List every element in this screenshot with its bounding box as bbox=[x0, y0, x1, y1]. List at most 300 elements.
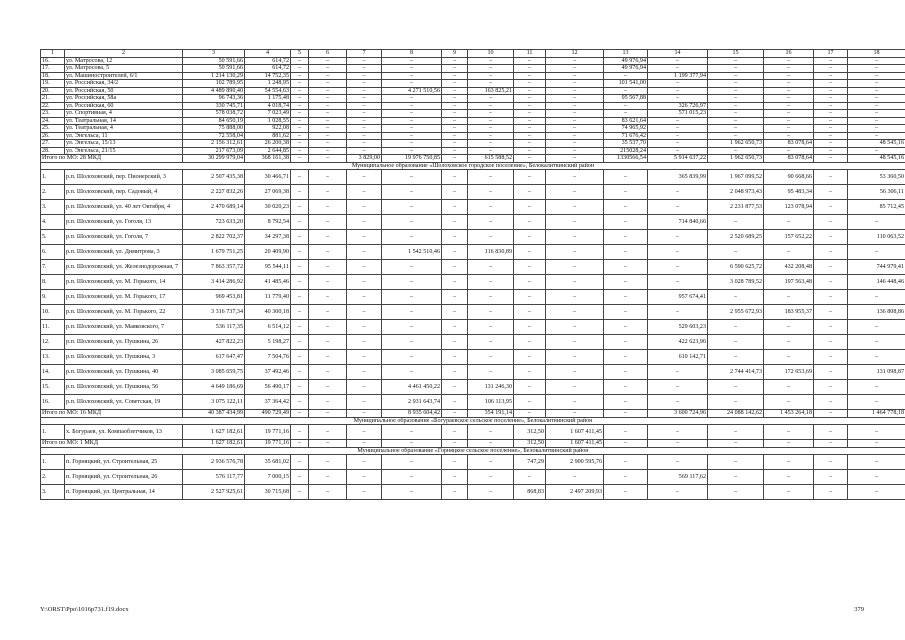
column-number: 7 bbox=[347, 50, 382, 58]
value-cell: 2 744 414,73 bbox=[708, 365, 764, 380]
value-cell: – bbox=[291, 65, 309, 73]
value-cell: 41 485,46 bbox=[245, 275, 291, 290]
value-cell: – bbox=[291, 185, 309, 200]
value-cell: – bbox=[814, 335, 848, 350]
value-cell: – bbox=[291, 350, 309, 365]
value-cell: 427 822,23 bbox=[183, 335, 245, 350]
value-cell: – bbox=[848, 117, 905, 125]
address-cell: ул. Российская, 34/2 bbox=[65, 80, 183, 88]
value-cell: – bbox=[309, 65, 347, 73]
total-value: – bbox=[382, 440, 442, 448]
value-cell: – bbox=[309, 380, 347, 395]
total-label: Итого по МО: 1 МКД bbox=[41, 440, 183, 448]
value-cell: – bbox=[309, 260, 347, 275]
value-cell: 27 069,38 bbox=[245, 185, 291, 200]
value-cell: 37 492,46 bbox=[245, 365, 291, 380]
value-cell: – bbox=[442, 290, 468, 305]
row-number: 16. bbox=[41, 395, 65, 410]
value-cell: – bbox=[848, 132, 905, 140]
column-number: 2 bbox=[65, 50, 183, 58]
value-cell: 617 647,47 bbox=[183, 350, 245, 365]
value-cell: – bbox=[708, 380, 764, 395]
value-cell: – bbox=[442, 200, 468, 215]
value-cell: – bbox=[442, 215, 468, 230]
value-cell: – bbox=[546, 140, 604, 148]
value-cell: – bbox=[382, 57, 442, 65]
value-cell: – bbox=[291, 125, 309, 133]
value-cell: – bbox=[309, 72, 347, 80]
table-row bbox=[41, 87, 905, 95]
value-cell: – bbox=[309, 102, 347, 110]
value-cell: – bbox=[309, 245, 347, 260]
value-cell: – bbox=[347, 215, 382, 230]
value-cell: – bbox=[291, 485, 309, 500]
value-cell: – bbox=[764, 395, 814, 410]
value-cell: – bbox=[514, 185, 546, 200]
value-cell: – bbox=[546, 350, 604, 365]
value-cell: – bbox=[648, 455, 708, 470]
value-cell: 1 607 411,45 bbox=[546, 425, 604, 440]
value-cell: – bbox=[546, 185, 604, 200]
value-cell: – bbox=[309, 335, 347, 350]
value-cell: 30 020,23 bbox=[245, 200, 291, 215]
total-value: 5 914 637,22 bbox=[648, 155, 708, 163]
value-cell: – bbox=[814, 290, 848, 305]
value-cell: 7 000,15 bbox=[245, 470, 291, 485]
value-cell: – bbox=[764, 425, 814, 440]
value-cell: – bbox=[708, 132, 764, 140]
value-cell: – bbox=[468, 110, 514, 118]
value-cell: 578 038,72 bbox=[183, 110, 245, 118]
value-cell: – bbox=[546, 87, 604, 95]
value-cell: – bbox=[309, 425, 347, 440]
total-value: – bbox=[309, 155, 347, 163]
value-cell: – bbox=[309, 455, 347, 470]
value-cell: – bbox=[382, 170, 442, 185]
section-title: Муниципальное образование «Богураевское сельское поселение», Белокалитвинский район bbox=[41, 417, 905, 425]
value-cell: 50 591,66 bbox=[183, 65, 245, 73]
total-value: 1 962 650,73 bbox=[708, 155, 764, 163]
value-cell: – bbox=[604, 290, 648, 305]
table-row bbox=[41, 147, 905, 155]
value-cell: – bbox=[708, 425, 764, 440]
value-cell: – bbox=[708, 95, 764, 103]
value-cell: 2 048 973,43 bbox=[708, 185, 764, 200]
value-cell: – bbox=[604, 485, 648, 500]
value-cell: – bbox=[309, 170, 347, 185]
total-value: 3 600 724,96 bbox=[648, 410, 708, 418]
value-cell: – bbox=[604, 275, 648, 290]
value-cell: 90 668,66 bbox=[764, 170, 814, 185]
row-number: 19. bbox=[41, 80, 65, 88]
total-value: 3 829,00 bbox=[347, 155, 382, 163]
value-cell: – bbox=[291, 132, 309, 140]
column-number: 15 bbox=[708, 50, 764, 58]
value-cell: – bbox=[442, 230, 468, 245]
value-cell: – bbox=[347, 72, 382, 80]
value-cell: – bbox=[291, 380, 309, 395]
value-cell: – bbox=[604, 102, 648, 110]
column-number: 11 bbox=[514, 50, 546, 58]
row-number: 1. bbox=[41, 425, 65, 440]
value-cell: – bbox=[546, 65, 604, 73]
value-cell: – bbox=[442, 275, 468, 290]
address-cell: ул. Матросова, 5 bbox=[65, 65, 183, 73]
value-cell: – bbox=[382, 125, 442, 133]
value-cell: – bbox=[382, 365, 442, 380]
value-cell: – bbox=[382, 185, 442, 200]
value-cell: – bbox=[604, 335, 648, 350]
address-cell: р.п. Шолоховский, ул. 40 лет Октября, 4 bbox=[65, 200, 183, 215]
value-cell: 2 900 595,76 bbox=[546, 455, 604, 470]
total-value: – bbox=[848, 440, 905, 448]
value-cell: – bbox=[764, 350, 814, 365]
value-cell: – bbox=[848, 245, 905, 260]
value-cell: – bbox=[309, 320, 347, 335]
value-cell: 7 863 357,72 bbox=[183, 260, 245, 275]
value-cell: – bbox=[848, 485, 905, 500]
value-cell: 106 113,95 bbox=[468, 395, 514, 410]
value-cell: – bbox=[514, 395, 546, 410]
value-cell: – bbox=[814, 57, 848, 65]
value-cell: 131 246,30 bbox=[468, 380, 514, 395]
value-cell: – bbox=[442, 455, 468, 470]
total-value: 1 627 182,61 bbox=[183, 440, 245, 448]
value-cell: – bbox=[442, 57, 468, 65]
value-cell: – bbox=[604, 425, 648, 440]
value-cell: – bbox=[848, 65, 905, 73]
value-cell: 2 227 832,26 bbox=[183, 185, 245, 200]
total-value: 19 771,16 bbox=[245, 440, 291, 448]
value-cell: 54 554,63 bbox=[245, 87, 291, 95]
value-cell: – bbox=[708, 117, 764, 125]
value-cell: 1 962 650,73 bbox=[708, 140, 764, 148]
value-cell: 30 715,68 bbox=[245, 485, 291, 500]
value-cell: – bbox=[708, 470, 764, 485]
value-cell: – bbox=[309, 80, 347, 88]
value-cell: – bbox=[347, 200, 382, 215]
value-cell: – bbox=[347, 260, 382, 275]
value-cell: – bbox=[442, 380, 468, 395]
total-value: – bbox=[291, 440, 309, 448]
address-cell: ул. Российская, 60 bbox=[65, 102, 183, 110]
value-cell: – bbox=[442, 132, 468, 140]
column-number: 9 bbox=[442, 50, 468, 58]
value-cell: – bbox=[291, 455, 309, 470]
value-cell: – bbox=[814, 80, 848, 88]
value-cell: – bbox=[546, 147, 604, 155]
value-cell: – bbox=[514, 215, 546, 230]
value-cell: – bbox=[708, 102, 764, 110]
value-cell: 172 653,69 bbox=[764, 365, 814, 380]
value-cell: – bbox=[814, 260, 848, 275]
total-row bbox=[41, 410, 905, 418]
value-cell: – bbox=[604, 87, 648, 95]
table-row bbox=[41, 470, 905, 485]
value-cell: – bbox=[764, 215, 814, 230]
address-cell: р.п. Шолоховский, ул. Советская, 19 bbox=[65, 395, 183, 410]
value-cell: – bbox=[604, 320, 648, 335]
value-cell: 217 673,09 bbox=[183, 147, 245, 155]
value-cell: 183 955,37 bbox=[764, 305, 814, 320]
address-cell: р.п. Шолоховский, ул. М. Горького, 17 bbox=[65, 290, 183, 305]
value-cell: – bbox=[648, 395, 708, 410]
value-cell: – bbox=[814, 395, 848, 410]
value-cell: – bbox=[468, 117, 514, 125]
value-cell: 35 681,02 bbox=[245, 455, 291, 470]
value-cell: 37 364,42 bbox=[245, 395, 291, 410]
value-cell: – bbox=[604, 185, 648, 200]
value-cell: – bbox=[514, 470, 546, 485]
value-cell: – bbox=[546, 170, 604, 185]
address-cell: ул. Энгельса, 11 bbox=[65, 132, 183, 140]
row-number: 13. bbox=[41, 350, 65, 365]
value-cell: – bbox=[814, 117, 848, 125]
column-number: 12 bbox=[546, 50, 604, 58]
value-cell: 74 965,92 bbox=[604, 125, 648, 133]
value-cell: 95 544,11 bbox=[245, 260, 291, 275]
value-cell: – bbox=[382, 215, 442, 230]
column-number: 13 bbox=[604, 50, 648, 58]
value-cell: – bbox=[382, 350, 442, 365]
value-cell: 2 936 576,78 bbox=[183, 455, 245, 470]
table-row bbox=[41, 57, 905, 65]
value-cell: 75 888,00 bbox=[183, 125, 245, 133]
value-cell: – bbox=[546, 102, 604, 110]
value-cell: – bbox=[814, 455, 848, 470]
value-cell: – bbox=[309, 200, 347, 215]
value-cell: – bbox=[468, 290, 514, 305]
total-value: 1 464 778,18 bbox=[848, 410, 905, 418]
value-cell: – bbox=[309, 57, 347, 65]
value-cell: 6 590 625,72 bbox=[708, 260, 764, 275]
value-cell: – bbox=[347, 132, 382, 140]
address-cell: р.п. Шолоховский, ул. Пушкина, 26 bbox=[65, 335, 183, 350]
value-cell: – bbox=[514, 117, 546, 125]
registry-table bbox=[40, 49, 905, 500]
value-cell: – bbox=[309, 110, 347, 118]
value-cell: 72 558,04 bbox=[183, 132, 245, 140]
value-cell: – bbox=[604, 395, 648, 410]
row-number: 8. bbox=[41, 275, 65, 290]
value-cell: – bbox=[347, 380, 382, 395]
value-cell: – bbox=[814, 245, 848, 260]
value-cell: – bbox=[468, 455, 514, 470]
value-cell: – bbox=[814, 485, 848, 500]
value-cell: 536 117,35 bbox=[183, 320, 245, 335]
address-cell: ул. Энгельса, 21/15 bbox=[65, 147, 183, 155]
value-cell: – bbox=[764, 132, 814, 140]
value-cell: – bbox=[442, 365, 468, 380]
value-cell: 110 063,52 bbox=[848, 230, 905, 245]
value-cell: – bbox=[546, 275, 604, 290]
value-cell: 4 461 450,22 bbox=[382, 380, 442, 395]
value-cell: – bbox=[848, 80, 905, 88]
table-row bbox=[41, 365, 905, 380]
value-cell: – bbox=[291, 425, 309, 440]
value-cell: 569 117,62 bbox=[648, 470, 708, 485]
total-row bbox=[41, 155, 905, 163]
table-row bbox=[41, 185, 905, 200]
value-cell: – bbox=[546, 95, 604, 103]
value-cell: – bbox=[309, 230, 347, 245]
address-cell: р.п. Шолоховский, ул. Гоголя, 7 bbox=[65, 230, 183, 245]
table-row bbox=[41, 485, 905, 500]
value-cell: – bbox=[514, 125, 546, 133]
row-number: 15. bbox=[41, 380, 65, 395]
value-cell: – bbox=[291, 470, 309, 485]
value-cell: – bbox=[708, 455, 764, 470]
value-cell: – bbox=[708, 125, 764, 133]
address-cell: р.п. Шолоховский, ул. Железнодорожная, 7 bbox=[65, 260, 183, 275]
row-number: 6. bbox=[41, 245, 65, 260]
value-cell: – bbox=[648, 365, 708, 380]
value-cell: – bbox=[382, 117, 442, 125]
address-cell: п. Горняцкий, ул. Строительная, 26 bbox=[65, 470, 183, 485]
total-value: – bbox=[604, 440, 648, 448]
value-cell: – bbox=[848, 215, 905, 230]
value-cell: – bbox=[814, 230, 848, 245]
value-cell: – bbox=[764, 125, 814, 133]
value-cell: – bbox=[309, 147, 347, 155]
column-number: 10 bbox=[468, 50, 514, 58]
column-number: 16 bbox=[764, 50, 814, 58]
value-cell: – bbox=[291, 365, 309, 380]
row-number: 20. bbox=[41, 87, 65, 95]
row-number: 22. bbox=[41, 102, 65, 110]
value-cell: – bbox=[764, 147, 814, 155]
value-cell: – bbox=[764, 65, 814, 73]
value-cell: 1 214 130,29 bbox=[183, 72, 245, 80]
value-cell: – bbox=[546, 117, 604, 125]
value-cell: – bbox=[309, 95, 347, 103]
value-cell: 744 979,41 bbox=[848, 260, 905, 275]
value-cell: – bbox=[442, 470, 468, 485]
value-cell: – bbox=[546, 200, 604, 215]
value-cell: – bbox=[514, 245, 546, 260]
value-cell: 26 200,38 bbox=[245, 140, 291, 148]
value-cell: – bbox=[814, 102, 848, 110]
value-cell: – bbox=[514, 335, 546, 350]
total-value: – bbox=[291, 410, 309, 418]
value-cell: – bbox=[648, 117, 708, 125]
total-value: – bbox=[468, 440, 514, 448]
row-number: 1. bbox=[41, 170, 65, 185]
value-cell: – bbox=[764, 485, 814, 500]
value-cell: – bbox=[848, 395, 905, 410]
value-cell: – bbox=[648, 57, 708, 65]
value-cell: 71 676,42 bbox=[604, 132, 648, 140]
value-cell: – bbox=[848, 125, 905, 133]
value-cell: – bbox=[442, 350, 468, 365]
value-cell: – bbox=[514, 57, 546, 65]
value-cell: 868,83 bbox=[514, 485, 546, 500]
value-cell: – bbox=[848, 380, 905, 395]
row-number: 1. bbox=[41, 455, 65, 470]
value-cell: – bbox=[604, 305, 648, 320]
value-cell: – bbox=[546, 260, 604, 275]
value-cell: 95 483,34 bbox=[764, 185, 814, 200]
value-cell: – bbox=[468, 147, 514, 155]
value-cell: – bbox=[468, 305, 514, 320]
table-row bbox=[41, 320, 905, 335]
value-cell: – bbox=[604, 350, 648, 365]
value-cell: – bbox=[514, 170, 546, 185]
value-cell: – bbox=[848, 95, 905, 103]
value-cell: – bbox=[347, 275, 382, 290]
value-cell: – bbox=[514, 80, 546, 88]
value-cell: – bbox=[708, 147, 764, 155]
value-cell: 56 490,17 bbox=[245, 380, 291, 395]
value-cell: 14 752,35 bbox=[245, 72, 291, 80]
value-cell: – bbox=[468, 125, 514, 133]
value-cell: – bbox=[291, 170, 309, 185]
value-cell: – bbox=[546, 80, 604, 88]
value-cell: – bbox=[848, 425, 905, 440]
total-value: 615 588,52 bbox=[468, 155, 514, 163]
address-cell: ул. Спортивная, 4 bbox=[65, 110, 183, 118]
value-cell: – bbox=[468, 485, 514, 500]
value-cell: 1 967 099,52 bbox=[708, 170, 764, 185]
value-cell: – bbox=[708, 245, 764, 260]
value-cell: – bbox=[347, 425, 382, 440]
value-cell: – bbox=[648, 80, 708, 88]
value-cell: – bbox=[764, 245, 814, 260]
address-cell: ул. Энгельса, 15/13 bbox=[65, 140, 183, 148]
address-cell: ул. Российская, 50 bbox=[65, 87, 183, 95]
value-cell: 3 075 122,11 bbox=[183, 395, 245, 410]
value-cell: – bbox=[347, 87, 382, 95]
value-cell: 7 023,49 bbox=[245, 110, 291, 118]
value-cell: – bbox=[309, 350, 347, 365]
value-cell: 5 198,27 bbox=[245, 335, 291, 350]
value-cell: 2 822 702,37 bbox=[183, 230, 245, 245]
table-row bbox=[41, 80, 905, 88]
value-cell: – bbox=[468, 200, 514, 215]
table-row bbox=[41, 380, 905, 395]
total-value: – bbox=[347, 410, 382, 418]
value-cell: – bbox=[648, 275, 708, 290]
value-cell: – bbox=[708, 215, 764, 230]
total-value: – bbox=[814, 440, 848, 448]
value-cell: – bbox=[382, 320, 442, 335]
section-header-row bbox=[41, 447, 905, 455]
value-cell: – bbox=[546, 245, 604, 260]
value-cell: – bbox=[708, 350, 764, 365]
value-cell: – bbox=[442, 485, 468, 500]
value-cell: – bbox=[648, 132, 708, 140]
value-cell: – bbox=[648, 305, 708, 320]
total-value: – bbox=[546, 155, 604, 163]
value-cell: – bbox=[347, 305, 382, 320]
value-cell: – bbox=[648, 95, 708, 103]
column-number: 17 bbox=[814, 50, 848, 58]
value-cell: – bbox=[442, 80, 468, 88]
row-number: 24. bbox=[41, 117, 65, 125]
table-row bbox=[41, 95, 905, 103]
value-cell: 576 117,77 bbox=[183, 470, 245, 485]
value-cell: 101 541,00 bbox=[604, 80, 648, 88]
column-number: 1 bbox=[41, 50, 65, 58]
row-number: 9. bbox=[41, 290, 65, 305]
value-cell: – bbox=[291, 72, 309, 80]
total-value: 83 078,64 bbox=[764, 155, 814, 163]
value-cell: – bbox=[604, 245, 648, 260]
value-cell: – bbox=[309, 365, 347, 380]
value-cell: – bbox=[848, 110, 905, 118]
value-cell: 922,08 bbox=[245, 125, 291, 133]
value-cell: 197 563,48 bbox=[764, 275, 814, 290]
